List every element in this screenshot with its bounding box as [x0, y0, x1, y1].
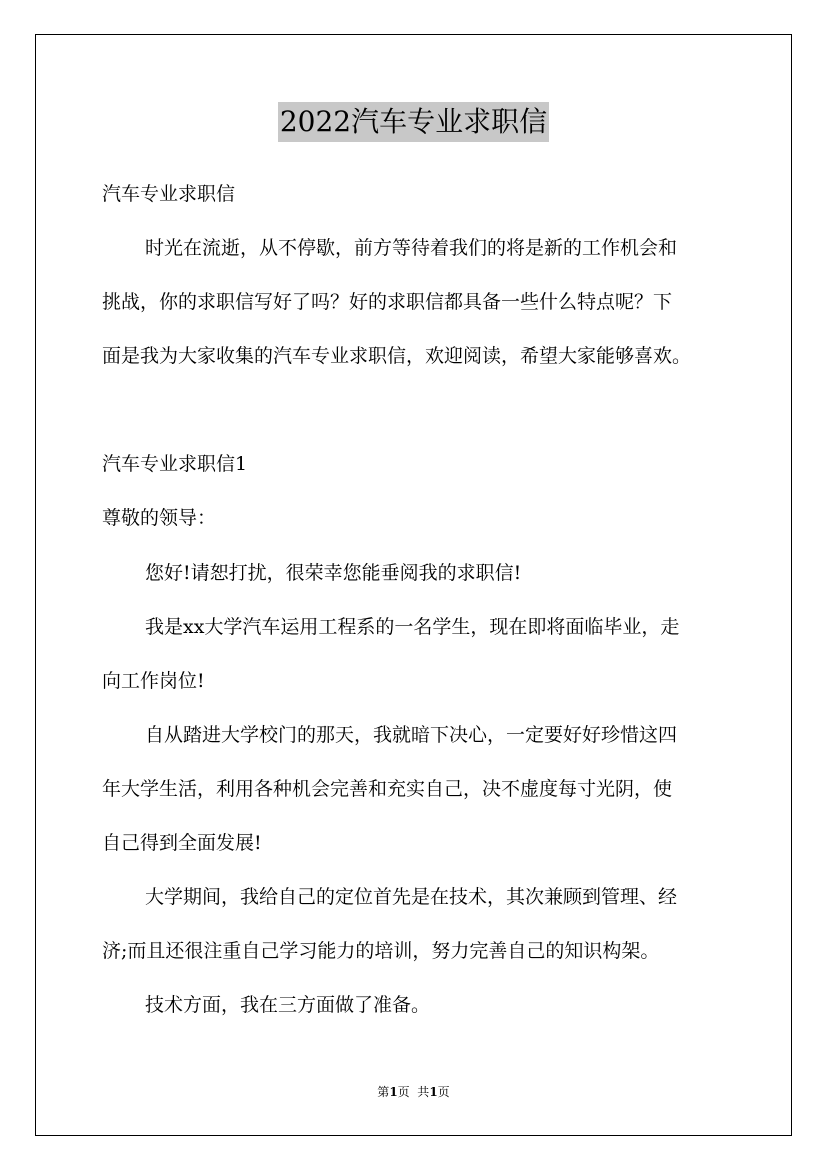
paragraph-line: 自从踏进大学校门的那天，我就暗下决心，一定要好好珍惜这四 [145, 724, 678, 746]
footer-total-pages: 1 [429, 1085, 438, 1099]
title-container [0, 102, 827, 142]
footer-page-suffix: 页 [437, 1085, 450, 1099]
footer-page-mid: 页 共 [397, 1085, 430, 1099]
paragraph-line: 向工作岗位! [102, 670, 205, 692]
paragraph-line: 年大学生活，利用各种机会完善和充实自己，决不虚度每寸光阴，使 [102, 778, 673, 800]
paragraph-line: 自己得到全面发展! [102, 832, 262, 854]
paragraph-line: 技术方面，我在三方面做了准备。 [145, 994, 431, 1016]
paragraph-line: 您好!请恕打扰，很荣幸您能垂阅我的求职信! [145, 562, 522, 584]
paragraph-line: 济;而且还很注重自己学习能力的培训，努力完善自己的知识构架。 [102, 940, 660, 962]
paragraph-line: 时光在流逝，从不停歇，前方等待着我们的将是新的工作机会和 [145, 237, 678, 259]
page-footer [0, 1083, 827, 1101]
footer-page-prefix: 第 [377, 1085, 390, 1099]
document-title: 2022汽车专业求职信 [278, 102, 549, 142]
paragraph-line: 大学期间，我给自己的定位首先是在技术，其次兼顾到管理、经 [145, 886, 678, 908]
letter-heading: 汽车专业求职信1 [102, 453, 248, 475]
paragraph-line: 面是我为大家收集的汽车专业求职信，欢迎阅读，希望大家能够喜欢。 [102, 345, 692, 367]
section-heading: 汽车专业求职信 [102, 183, 236, 205]
salutation: 尊敬的领导： [102, 507, 217, 529]
paragraph-line: 挑战，你的求职信写好了吗？好的求职信都具备一些什么特点呢？下 [102, 291, 673, 313]
footer-current-page: 1 [389, 1085, 398, 1099]
paragraph-line: 我是xx大学汽车运用工程系的一名学生，现在即将面临毕业，走 [145, 616, 680, 638]
